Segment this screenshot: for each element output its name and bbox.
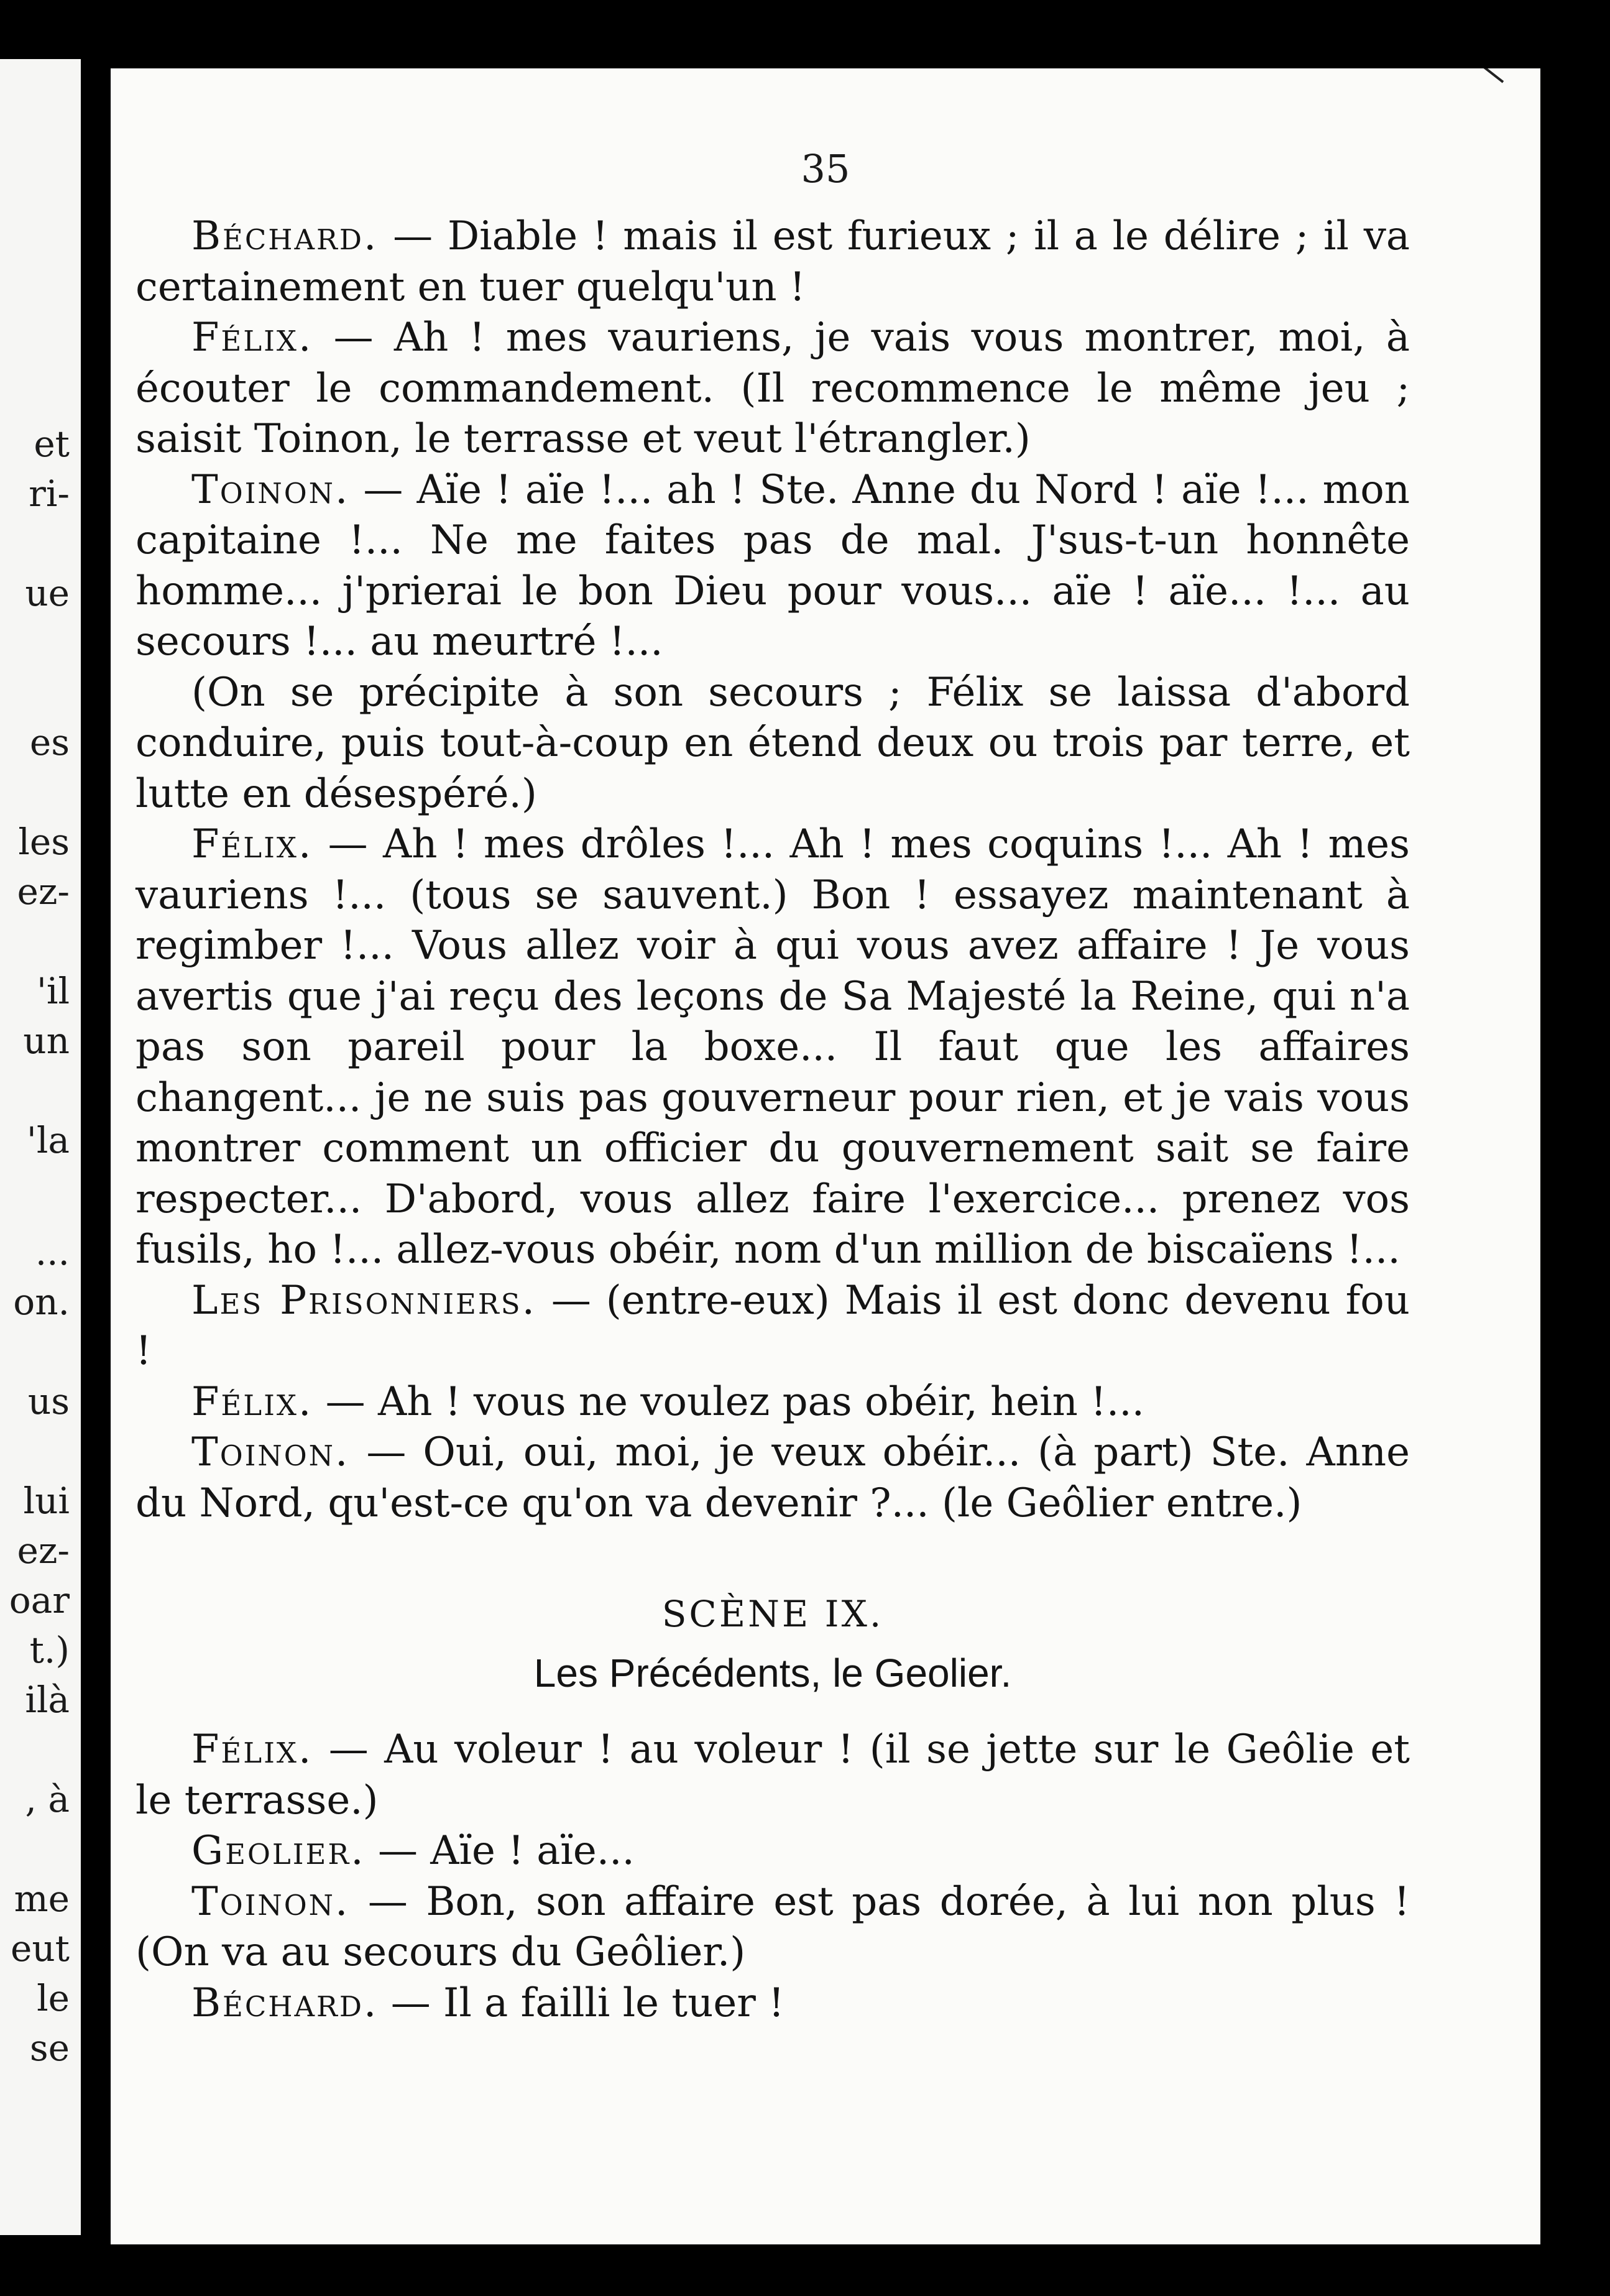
dialogue-text: — Ah ! mes vauriens, je vais vous montrer, moi, à écouter le commandement. (Il recommence le même jeu ; saisit Toinon, le terrasse et veut l'étrangler.) [136,315,1410,462]
speaker-name: Toinon. [191,1429,350,1475]
adjacent-text-fragment: se [29,2027,70,2069]
book-page [111,68,1540,2244]
dialogue-text: — Bon, son affaire est pas dorée, à lui non plus ! (On va au secours du Geôlier.) [136,1878,1410,1975]
adjacent-text-fragment: me [14,1878,70,1920]
adjacent-text-fragment: us [27,1380,70,1422]
scene-heading: SCÈNE IX. [661,1593,884,1635]
adjacent-text-fragment: t.) [29,1629,70,1671]
adjacent-text-fragment: ez- [17,1529,70,1572]
dialogue-line [136,465,1410,668]
dialogue-text: — Au voleur ! au voleur ! (il se jette sur le Geôlie et le terrasse.) [136,1727,1410,1823]
adjacent-text-fragment: 'la [26,1119,70,1161]
dialogue-text: — Aïe ! aïe... [365,1828,635,1874]
dialogue-text: — Il a failli le tuer ! [378,1980,784,2026]
dialogue-text: — Diable ! mais il est furieux ; il a le délire ; il va certainement en tuer quelqu'un ! [136,213,1410,310]
corner-pen-mark [1390,68,1504,83]
dialogue-line [136,1826,1410,1877]
speaker-name: Félix. [191,1727,313,1773]
speaker-name: Béchard. [191,213,379,259]
dialogue-text: — (entre-eux) Mais il est donc devenu fou ! [136,1277,1410,1374]
dialogue-line [136,1377,1410,1428]
adjacent-text-fragment: le [37,1977,70,2019]
adjacent-text-fragment: les [18,821,70,863]
stage-direction [136,668,1410,820]
speaker-name: Geolier. [191,1828,366,1874]
dialogue-line [136,313,1410,465]
dialogue-line [136,1276,1410,1377]
dialogue-line [136,1725,1410,1826]
dialogue-line [136,1877,1410,1978]
adjacent-text-fragment: es [29,721,70,763]
adjacent-text-fragment: oar [9,1579,70,1621]
speaker-name: Toinon. [191,466,350,513]
adjacent-text-fragment: eut [11,1927,70,1970]
adjacent-text-fragment: et [34,423,70,465]
adjacent-text-fragment: lui [23,1480,70,1522]
dialogue-line [136,1978,1410,2029]
adjacent-text-fragment: ri- [29,473,70,515]
play-text [136,211,1410,2029]
scene-cast: Les Précédents, le Geolier. [533,1651,1012,1695]
dialogue-line [136,1427,1410,1529]
speaker-name: Félix. [191,315,313,361]
adjacent-text-fragment: ilà [25,1679,70,1721]
dialogue-line [136,211,1410,313]
speaker-name: Les Prisonniers. [191,1277,536,1324]
dialogue-text: (On se précipite à son secours ; Félix se laissa d'abord conduire, puis tout-à-coup en étend deux ou trois par terre, et lutte en désespéré.) [136,669,1410,817]
adjacent-text-fragment: ez- [17,870,70,913]
dialogue-text: — Oui, oui, moi, je veux obéir... (à part) Ste. Anne du Nord, qu'est-ce qu'on va devenir ?... (le Geôlier entre.) [136,1429,1410,1526]
speaker-name: Béchard. [191,1980,379,2026]
adjacent-page-strip [0,59,81,2235]
dialogue-text: — Aïe ! aïe !... ah ! Ste. Anne du Nord ! aïe !... mon capitaine !... Ne me faites pas de mal. J'sus-t-un honnête homme... j'prierai le bon Dieu pour vous... aïe ! aïe... !... au secours !... au meurtré !... [136,466,1410,665]
dialogue-text: — Ah ! mes drôles !... Ah ! mes coquins !... Ah ! mes vauriens !... (tous se sauvent.) Bon ! essayez maintenant à regimber !... Vous allez voir à qui vous avez affaire ! Je vous avertis que j'ai reçu des leçons de Sa Majesté la Reine, qui n'a pas son pareil pour la boxe... Il faut que les affaires changent... je ne suis pas gouverneur pour rien, et je vais vous montrer comment un officier du gouvernement sait se faire respecter... D'abord, vous allez faire l'exercice... prenez vos fusils, ho !... allez-vous obéir, nom d'un million de biscaïens !... [136,821,1410,1273]
dialogue-line [136,819,1410,1276]
page-number: 35 [801,146,850,191]
adjacent-text-fragment: on. [13,1281,70,1323]
adjacent-text-fragment: , à [25,1778,70,1820]
adjacent-text-fragment: un [23,1020,70,1062]
speaker-name: Félix. [191,1378,313,1425]
adjacent-text-fragment: ue [25,572,70,614]
speaker-name: Félix. [191,821,313,867]
speaker-name: Toinon. [191,1878,350,1925]
adjacent-text-fragment: 'il [36,970,70,1012]
adjacent-text-fragment: ... [35,1231,70,1273]
dialogue-text: — Ah ! vous ne voulez pas obéir, hein !... [313,1378,1144,1425]
